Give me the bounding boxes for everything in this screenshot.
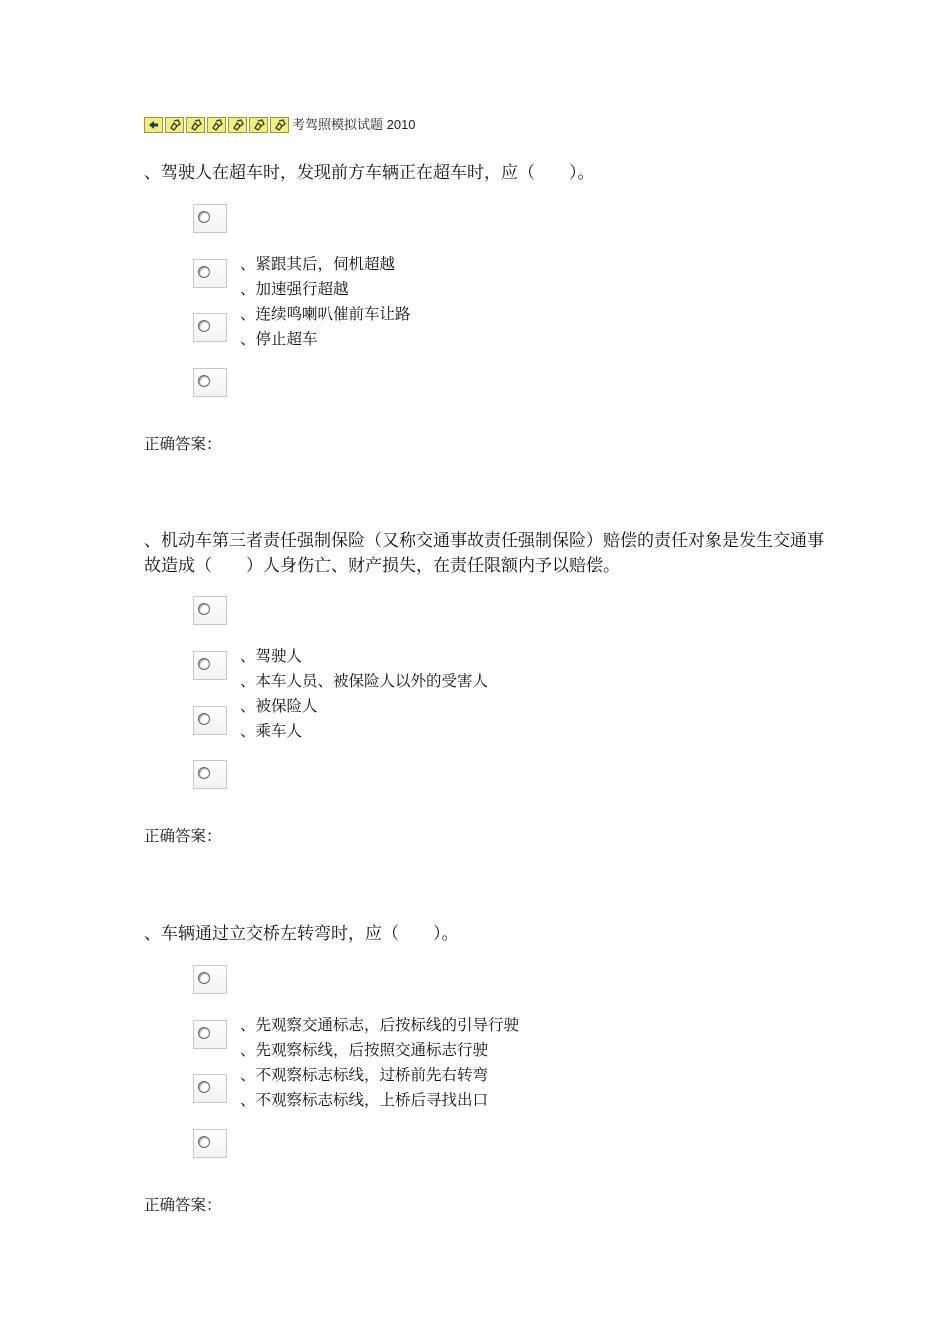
option-label: 、停止超车 bbox=[240, 330, 318, 348]
correct-answer-label: 正确答案： bbox=[144, 435, 222, 453]
option-label: 、乘车人 bbox=[240, 722, 303, 740]
radio-circle-icon bbox=[198, 211, 210, 223]
nav-icon-bar bbox=[144, 117, 289, 133]
radio-button-q2-c[interactable] bbox=[193, 706, 227, 735]
option-label: 、不观察标志标线，过桥前先右转弯 bbox=[240, 1066, 489, 1084]
question-3-options bbox=[240, 1013, 519, 1113]
back-arrow-icon[interactable] bbox=[144, 117, 163, 133]
option-label: 、不观察标志标线，上桥后寻找出口 bbox=[240, 1091, 489, 1109]
radio-button-q2-d[interactable] bbox=[193, 760, 227, 789]
radio-circle-icon bbox=[198, 320, 210, 332]
link-icon[interactable] bbox=[186, 117, 205, 133]
radio-circle-icon bbox=[198, 603, 210, 615]
radio-circle-icon bbox=[198, 713, 210, 725]
radio-circle-icon bbox=[198, 972, 210, 984]
correct-answer-label: 正确答案： bbox=[144, 1196, 222, 1214]
question-1-options bbox=[240, 252, 411, 352]
option-label: 、被保险人 bbox=[240, 697, 318, 715]
page-header bbox=[144, 115, 416, 133]
radio-button-q1-c[interactable] bbox=[193, 313, 227, 342]
option-label: 、连续鸣喇叭催前车让路 bbox=[240, 305, 411, 323]
option-label: 、先观察标线，后按照交通标志行驶 bbox=[240, 1041, 489, 1059]
radio-button-q3-a[interactable] bbox=[193, 965, 227, 994]
radio-circle-icon bbox=[198, 375, 210, 387]
radio-button-q2-a[interactable] bbox=[193, 596, 227, 625]
radio-circle-icon bbox=[198, 1081, 210, 1093]
link-icon[interactable] bbox=[228, 117, 247, 133]
link-icon[interactable] bbox=[249, 117, 268, 133]
correct-answer-label: 正确答案： bbox=[144, 827, 222, 845]
radio-button-q3-c[interactable] bbox=[193, 1074, 227, 1103]
radio-circle-icon bbox=[198, 266, 210, 278]
radio-button-q3-b[interactable] bbox=[193, 1020, 227, 1049]
option-label: 、本车人员、被保险人以外的受害人 bbox=[240, 672, 489, 690]
option-label: 、紧跟其后，伺机超越 bbox=[240, 255, 396, 273]
question-2-text: 、机动车第三者责任强制保险（又称交通事故责任强制保险）赔偿的责任对象是发生交通事故造成（ ）人身伤亡、财产损失，在责任限额内予以赔偿。 bbox=[144, 531, 824, 576]
radio-button-q1-d[interactable] bbox=[193, 368, 227, 397]
option-label: 、驾驶人 bbox=[240, 647, 303, 665]
radio-button-q3-d[interactable] bbox=[193, 1129, 227, 1158]
link-icon[interactable] bbox=[270, 117, 289, 133]
radio-circle-icon bbox=[198, 1136, 210, 1148]
question-3-text: 、车辆通过立交桥左转弯时，应（ ）。 bbox=[144, 924, 459, 944]
radio-button-q1-a[interactable] bbox=[193, 204, 227, 233]
page-title: 考驾照模拟试题 2010 bbox=[292, 117, 416, 132]
radio-circle-icon bbox=[198, 658, 210, 670]
link-icon[interactable] bbox=[165, 117, 184, 133]
question-1-text: 、驾驶人在超车时，发现前方车辆正在超车时，应（ ）。 bbox=[144, 163, 595, 183]
option-label: 、先观察交通标志，后按标线的引导行驶 bbox=[240, 1016, 520, 1034]
radio-button-q1-b[interactable] bbox=[193, 259, 227, 288]
link-icon[interactable] bbox=[207, 117, 226, 133]
radio-button-q2-b[interactable] bbox=[193, 651, 227, 680]
question-2-options bbox=[240, 644, 488, 744]
radio-circle-icon bbox=[198, 1027, 210, 1039]
radio-circle-icon bbox=[198, 767, 210, 779]
option-label: 、加速强行超越 bbox=[240, 280, 349, 298]
